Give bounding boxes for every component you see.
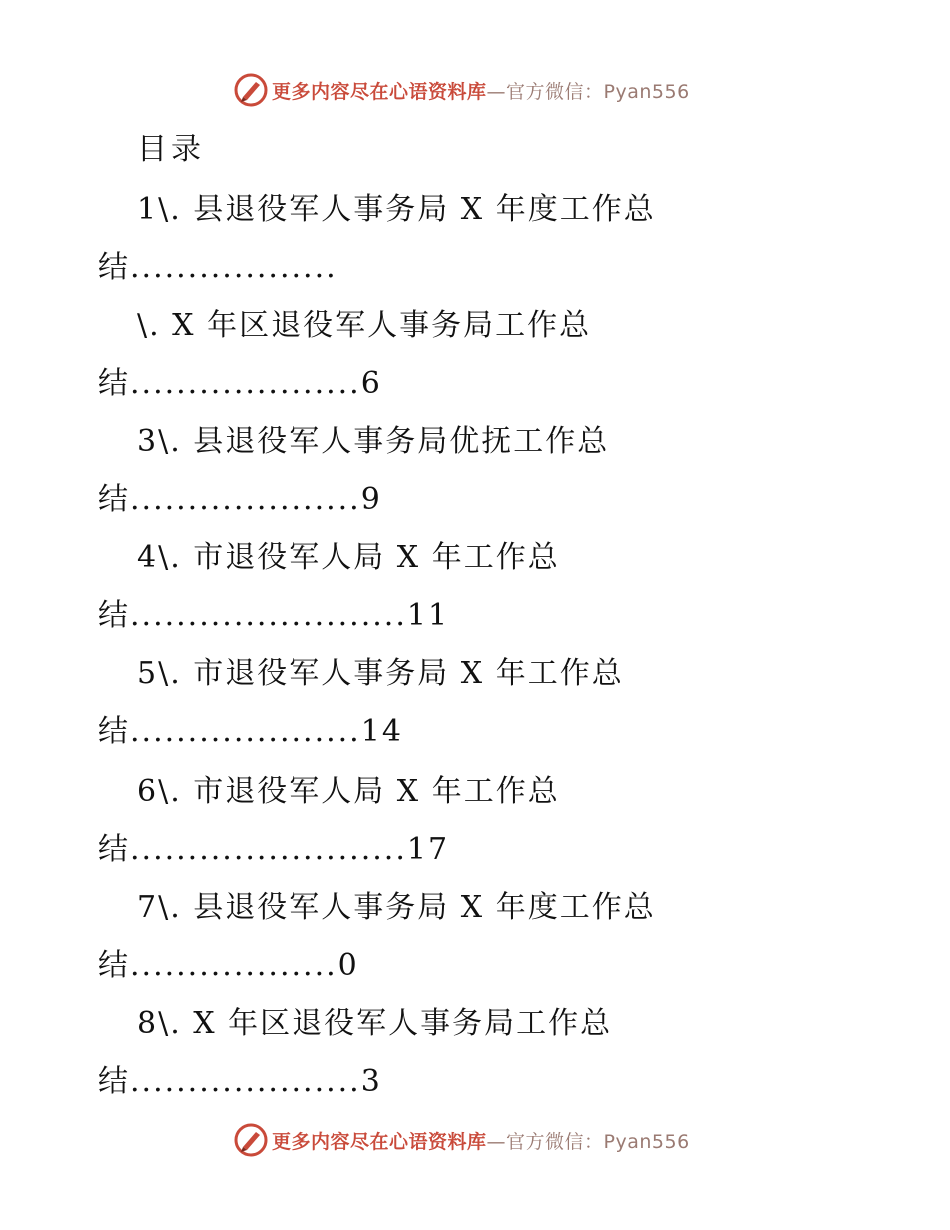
toc-entry-5-title: 5\. 市退役军人事务局 X 年工作总 [137, 656, 624, 691]
watermark-tail-text: 官方微信：Pyan556 [506, 1130, 690, 1153]
toc-entry-6-leader: 结........................17 [98, 832, 450, 867]
toc-entry-7-leader: 结..................0 [98, 948, 359, 983]
footer-watermark [234, 1120, 754, 1160]
toc-entry-3-title: 3\. 县退役军人事务局优抚工作总 [137, 424, 610, 459]
toc-entry-4-page: 11 [406, 598, 450, 633]
toc-entry-7-title: 7\. 县退役军人事务局 X 年度工作总 [137, 890, 656, 925]
toc-entry-8-page: 3 [360, 1064, 382, 1099]
toc-entry-1-leader: 结.................. [98, 250, 338, 285]
toc-entry-3-leader: 结....................9 [98, 482, 382, 517]
toc-entry-7-page: 0 [337, 948, 359, 983]
toc-entry-6-title: 6\. 市退役军人局 X 年工作总 [137, 774, 560, 809]
toc-entry-4-leader: 结........................11 [98, 598, 450, 633]
toc-entry-2-page: 6 [360, 366, 382, 401]
watermark-tail-text: 官方微信：Pyan556 [506, 80, 690, 103]
toc-entry-8-leader: 结....................3 [98, 1064, 382, 1099]
toc-entry-3-page: 9 [360, 482, 382, 517]
toc-entry-1-title: 1\. 县退役军人事务局 X 年度工作总 [137, 192, 656, 227]
pen-logo-icon [234, 73, 268, 107]
toc-entry-2-leader: 结....................6 [98, 366, 382, 401]
watermark-separator: — [486, 80, 507, 103]
toc-heading: 目录 [137, 132, 205, 167]
toc-entry-5-leader: 结....................14 [98, 714, 403, 749]
toc-entry-5-page: 14 [360, 714, 403, 749]
toc-entry-2-title: \. X 年区退役军人事务局工作总 [137, 308, 592, 343]
toc-entry-6-page: 17 [406, 832, 450, 867]
watermark-main-text: 更多内容尽在心语资料库 [272, 80, 487, 103]
watermark-separator: — [486, 1130, 507, 1153]
watermark-main-text: 更多内容尽在心语资料库 [272, 1130, 487, 1153]
header-watermark [234, 70, 754, 110]
pen-logo-icon [234, 1123, 268, 1157]
toc-entry-4-title: 4\. 市退役军人局 X 年工作总 [137, 540, 560, 575]
toc-entry-8-title: 8\. X 年区退役军人事务局工作总 [137, 1006, 613, 1041]
